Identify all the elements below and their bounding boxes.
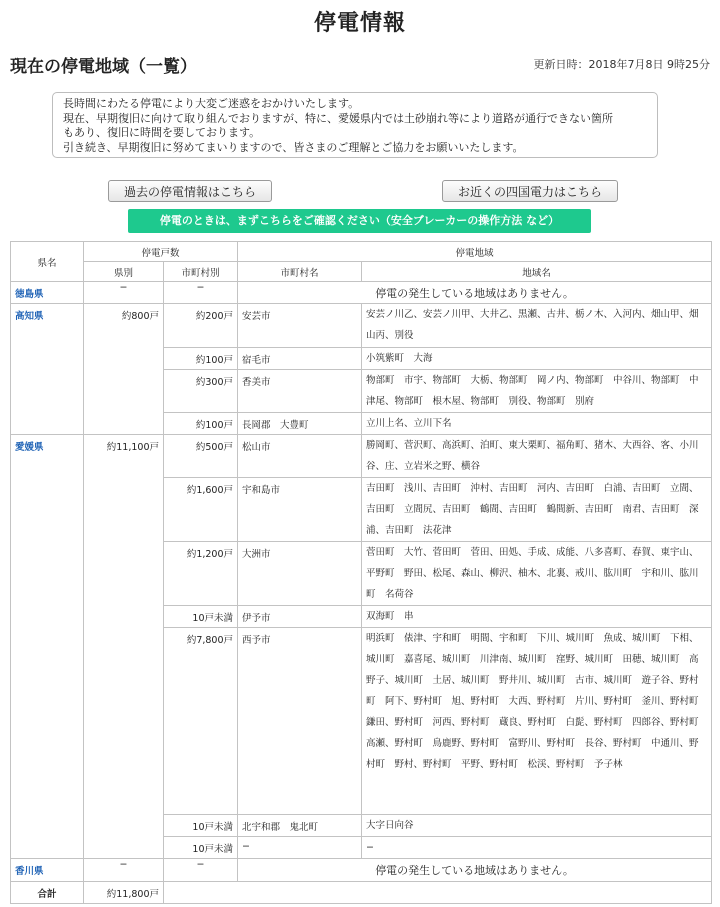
nearby-office-button[interactable]: お近くの四国電力はこちら — [442, 180, 618, 202]
pref-count: 約800戸 — [84, 304, 164, 435]
no-outage-message: 停電の発生している地域はありません。 — [238, 859, 712, 882]
city-name: 宇和島市 — [238, 478, 362, 542]
outage-table-container — [10, 241, 711, 904]
area-name: 勝岡町、菅沢町、高浜町、泊町、東大栗町、福角町、猪木、大西谷、客、小川谷、庄、立岩米之野、横谷 — [362, 435, 712, 478]
notice-line: 長時間にわたる停電により大変ご迷惑をおかけいたします。 — [63, 97, 360, 110]
page-title: 停電情報 — [313, 11, 406, 36]
update-time: 更新日時：2018年7月8日 9時25分 — [533, 58, 710, 71]
header-area-group: 停電地域 — [238, 242, 712, 262]
header-city-name: 市町村名 — [238, 262, 362, 282]
past-outage-info-button[interactable]: 過去の停電情報はこちら — [108, 180, 272, 202]
notice-line: もあり、復旧に時間を要しております。 — [63, 126, 261, 139]
pref-link-0[interactable]: 徳島県 — [11, 282, 84, 304]
header-households: 停電戸数 — [84, 242, 238, 262]
header-pref: 県名 — [11, 242, 84, 282]
header-area-name: 地域名 — [362, 262, 712, 282]
table-row — [11, 304, 712, 348]
total-empty — [164, 882, 712, 904]
city-count: 10戸未満 — [164, 815, 238, 837]
notice-box — [52, 92, 658, 158]
pref-link-1[interactable]: 高知県 — [11, 304, 84, 435]
city-name: 伊予市 — [238, 606, 362, 628]
outage-check-guide-button[interactable]: 停電のときは、まずこちらをご確認ください（安全ブレーカーの操作方法 など） — [128, 209, 591, 233]
city-count: 10戸未満 — [164, 606, 238, 628]
total-value: 約11,800戸 — [84, 882, 164, 904]
area-name: 安芸ノ川乙、安芸ノ川甲、大井乙、黒瀬、古井、栃ノ木、入河内、畑山甲、畑山丙、別役 — [362, 304, 712, 348]
section-title: 現在の停電地域（一覧） — [10, 57, 197, 77]
notice-line: 引き続き、早期復旧に努めてまいりますので、皆さまのご理解とご協力をお願いいたします。 — [63, 140, 524, 154]
outage-table — [10, 241, 712, 904]
area-name: 大字日向谷 — [362, 815, 712, 837]
area-name: 小筑紫町 大海 — [362, 348, 712, 370]
table-row — [11, 859, 712, 882]
city-name: 松山市 — [238, 435, 362, 478]
area-name: 物部町 市宇、物部町 大栃、物部町 岡ノ内、物部町 中谷川、物部町 中津尾、物部町 根木屋、物部町 別役、物部町 別府 — [362, 370, 712, 413]
city-count: − — [164, 282, 238, 304]
area-name: 双海町 串 — [362, 606, 712, 628]
pref-count: − — [84, 282, 164, 304]
table-row — [11, 282, 712, 304]
city-count: 約1,600戸 — [164, 478, 238, 542]
city-name: 長岡郡 大豊町 — [238, 413, 362, 435]
total-label: 合計 — [11, 882, 84, 904]
city-name: 大洲市 — [238, 542, 362, 606]
area-name: 吉田町 浅川、吉田町 沖村、吉田町 河内、吉田町 白浦、吉田町 立間、吉田町 立間尻、吉田町 鶴間、吉田町 鶴間新、吉田町 南君、吉田町 深浦、吉田町 法花津 — [362, 478, 712, 542]
city-name: 香美市 — [238, 370, 362, 413]
area-name: − — [362, 837, 712, 859]
pref-link-3[interactable]: 香川県 — [11, 859, 84, 882]
pref-count: − — [84, 859, 164, 882]
area-name: 明浜町 俵津、宇和町 明間、宇和町 下川、城川町 魚成、城川町 下相、城川町 嘉喜尾、城川町 川津南、城川町 窪野、城川町 田穂、城川町 高野子、城川町 土居、城川町 野井川、城川町 古市、城川町 遊子谷、野村町 阿下、野村町 旭、野村町 大西、野村町 片川、野村町 釜川、野村町 鎌田、野村町 河西、野村町 蔵良、野村町 白髭、野村町 四郎谷、野村町 高瀬、野村町 鳥鹿野、野村町 富野川、野村町 長谷、野村町 中通川、野村町 野村、野村町 平野、野村町 松渓、野村町 予子林 — [362, 628, 712, 815]
city-count: 約500戸 — [164, 435, 238, 478]
city-name: 安芸市 — [238, 304, 362, 348]
area-name: 立川上名、立川下名 — [362, 413, 712, 435]
pref-count: 約11,100戸 — [84, 435, 164, 859]
city-count: − — [164, 859, 238, 882]
city-count: 約300戸 — [164, 370, 238, 413]
header-by-pref: 県別 — [84, 262, 164, 282]
city-count: 約100戸 — [164, 348, 238, 370]
city-count: 約1,200戸 — [164, 542, 238, 606]
total-row — [11, 882, 712, 904]
header-by-city: 市町村別 — [164, 262, 238, 282]
table-row — [11, 435, 712, 478]
city-count: 10戸未満 — [164, 837, 238, 859]
city-name: 宿毛市 — [238, 348, 362, 370]
city-name: 西予市 — [238, 628, 362, 815]
city-count: 約7,800戸 — [164, 628, 238, 815]
city-name: − — [238, 837, 362, 859]
no-outage-message: 停電の発生している地域はありません。 — [238, 282, 712, 304]
notice-line: 現在、早期復旧に向けて取り組んでおりますが、特に、愛媛県内では土砂崩れ等により道路が通行できない箇所 — [63, 111, 613, 125]
pref-link-2[interactable]: 愛媛県 — [11, 435, 84, 859]
city-count: 約100戸 — [164, 413, 238, 435]
area-name: 菅田町 大竹、菅田町 菅田、田処、手成、成能、八多喜町、春賀、東宇山、平野町 野田、松尾、森山、柳沢、柚木、北裏、戒川、肱川町 宇和川、肱川町 名荷谷 — [362, 542, 712, 606]
city-name: 北宇和郡 鬼北町 — [238, 815, 362, 837]
city-count: 約200戸 — [164, 304, 238, 348]
